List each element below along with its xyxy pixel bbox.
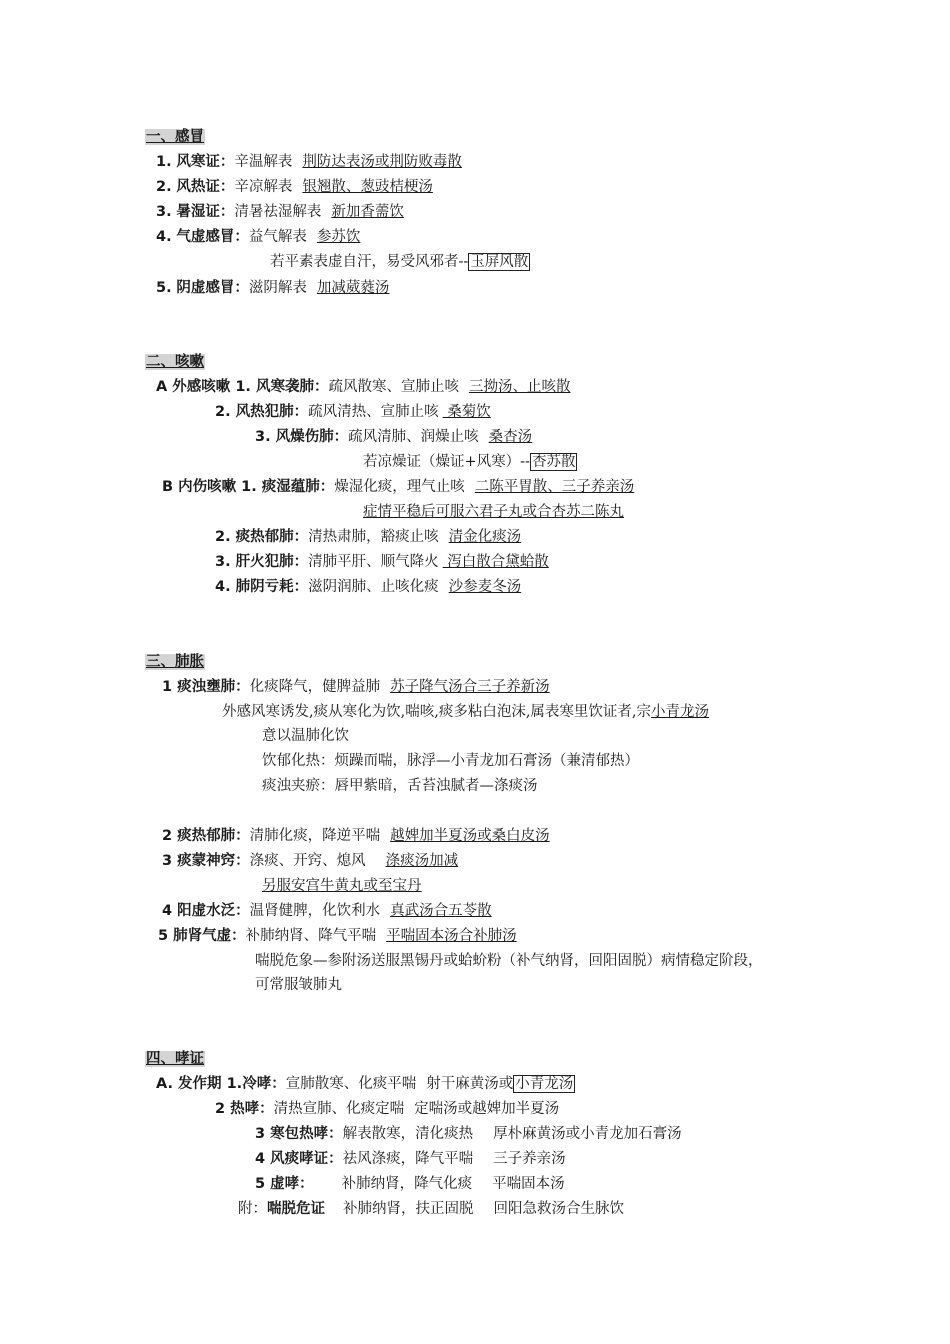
note-line: 若平素表虚自汗，易受风邪者-- 玉屏风散	[270, 254, 529, 270]
list-item: 1 痰浊壅肺：化痰降气，健脾益肺 苏子降气汤合三子养新汤	[162, 679, 550, 695]
note-line: 饮郁化热：烦躁而喘，脉浮—小青龙加石膏汤（兼清郁热）	[262, 753, 639, 769]
list-item: 3. 风燥伤肺：疏风清肺、润燥止咳 桑杏汤	[255, 429, 533, 445]
list-item: 4. 肺阴亏耗：滋阴润肺、止咳化痰 沙参麦冬汤	[215, 579, 522, 595]
list-item: 2 痰热郁肺：清肺化痰，降逆平喘 越婢加半夏汤或桑白皮汤	[162, 828, 550, 844]
list-item: 5 虚哮： 补肺纳肾，降气化痰 平喘固本汤	[255, 1176, 565, 1192]
section-title-asthma: 四、哮证	[146, 1051, 204, 1067]
list-item: 1. 风寒证：辛温解表 荆防达表汤或荆防败毒散	[156, 154, 462, 170]
note-line: 可常服皱肺丸	[255, 977, 342, 993]
list-item: A. 发作期 1.冷哮：宣肺散寒、化痰平喘 射干麻黄汤或 小青龙汤	[156, 1076, 574, 1092]
list-item: 4 风痰哮证：祛风涤痰，降气平喘 三子养亲汤	[255, 1151, 566, 1167]
note-line: 喘脱危象—参附汤送服黑锡丹或蛤蚧粉（补气纳肾，回阳固脱）病情稳定阶段，	[255, 953, 763, 969]
list-item: 5 肺肾气虚：补肺纳肾、降气平喘 平喘固本汤合补肺汤	[158, 928, 517, 944]
list-item: 附：喘脱危证 补肺纳肾，扶正固脱 回阳急救汤合生脉饮	[238, 1201, 624, 1217]
note-line: 意以温肺化饮	[262, 728, 349, 744]
list-item: 3. 暑湿证：清暑祛湿解表 新加香薷饮	[156, 204, 404, 220]
list-item: 3. 肝火犯肺：清肺平肝、顺气降火 泻白散合黛蛤散	[215, 554, 549, 570]
section-title-common-cold: 一、感冒	[146, 129, 204, 145]
note-line: 若凉燥证（燥证+风寒）-- 杏苏散	[363, 454, 576, 470]
note-line: 另服安宫牛黄丸或至宝丹	[262, 878, 422, 894]
list-item: 2. 风热犯肺：疏风清热、宣肺止咳 桑菊饮	[215, 404, 491, 420]
list-item: 3 痰蒙神窍：涤痰、开窍、熄风 涤痰汤加减	[162, 853, 459, 869]
list-item: 4. 气虚感冒：益气解表 参苏饮	[156, 229, 361, 245]
list-item: 2 热哮：清热宣肺、化痰定喘 定喘汤或越婢加半夏汤	[215, 1101, 560, 1117]
list-item: 4 阳虚水泛：温肾健脾，化饮利水 真武汤合五苓散	[162, 903, 492, 919]
note-line: 痰浊夹瘀：唇甲紫暗，舌苔浊腻者—涤痰汤	[262, 778, 538, 794]
list-item: B 内伤咳嗽 1. 痰湿蕴肺：燥湿化痰，理气止咳 二陈平胃散、三子养亲汤	[162, 479, 635, 495]
section-title-cough: 二、咳嗽	[146, 354, 204, 370]
list-item: 3 寒包热哮：解表散寒，清化痰热 厚朴麻黄汤或小青龙加石膏汤	[255, 1126, 682, 1142]
section-title-lung-distension: 三、肺胀	[146, 654, 204, 670]
list-item: 5. 阴虚感冒：滋阴解表 加减葳蕤汤	[156, 280, 390, 296]
list-item: A 外感咳嗽 1. 风寒袭肺：疏风散寒、宣肺止咳 三拗汤、止咳散	[156, 379, 571, 395]
list-item: 2. 痰热郁肺：清热肃肺，豁痰止咳 清金化痰汤	[215, 529, 522, 545]
note-line: 症情平稳后可服六君子丸或合杏苏二陈丸	[363, 504, 624, 520]
list-item: 2. 风热证：辛凉解表 银翘散、葱豉桔梗汤	[156, 179, 433, 195]
note-line: 外感风寒诱发,痰从寒化为饮,喘咳,痰多粘白泡沫,属表寒里饮证者,宗小青龙汤	[222, 704, 710, 720]
